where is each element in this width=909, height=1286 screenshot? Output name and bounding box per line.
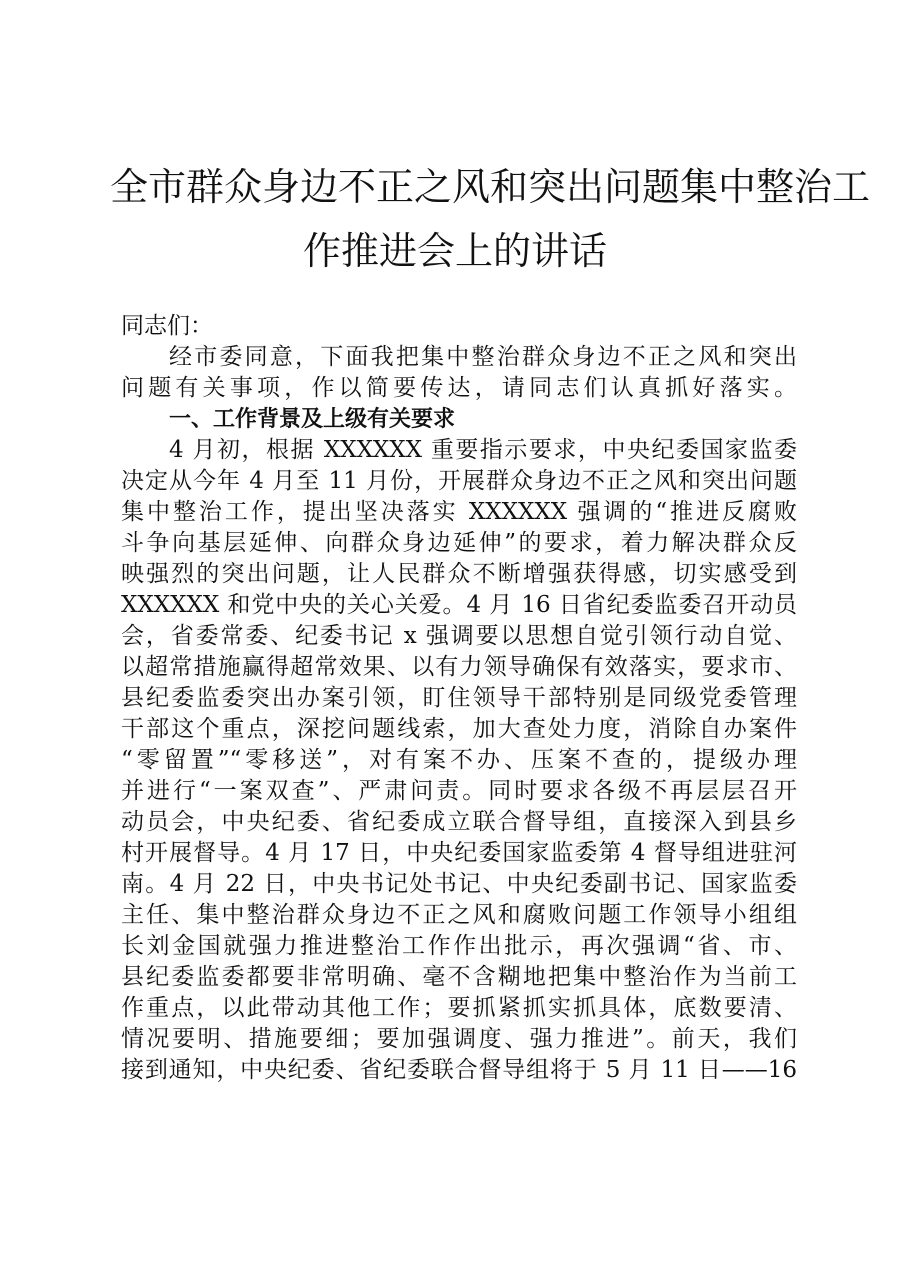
paragraph-line: 决定从今年 4 月至 11 月份，开展群众身边不正之风和突出问题 <box>121 468 797 494</box>
document-body <box>121 311 797 1086</box>
paragraph-line: 斗争向基层延伸、向群众身边延伸”的要求，着力解决群众反 <box>121 530 797 556</box>
document-title <box>110 155 871 283</box>
intro-line: 经市委同意，下面我把集中整治群众身边不正之风和突出 <box>169 344 797 370</box>
paragraph-line: 并进行“一案双查”、严肃问责。同时要求各级不再层层召开 <box>121 778 797 804</box>
salutation: 同志们： <box>121 313 213 339</box>
paragraph-line: 村开展督导。4 月 17 日，中央纪委国家监委第 4 督导组进驻河 <box>121 840 797 866</box>
title-line: 作推进会上的讲话 <box>302 229 607 273</box>
section-heading: 一、工作背景及上级有关要求 <box>169 407 456 432</box>
paragraph-line: 接到通知，中央纪委、省纪委联合督导组将于 5 月 11 日——16 <box>121 1057 797 1083</box>
paragraph-line: 主任、集中整治群众身边不正之风和腐败问题工作领导小组组 <box>121 902 797 928</box>
paragraph-line: 以超常措施赢得超常效果、以有力领导确保有效落实，要求市、 <box>121 654 797 680</box>
intro-line: 问题有关事项，作以简要传达，请同志们认真抓好落实。 <box>121 375 797 401</box>
paragraph-line: 干部这个重点，深挖问题线索，加大查处力度，消除自办案件 <box>121 716 797 742</box>
paragraph-line: “零留置”“零移送”，对有案不办、压案不查的，提级办理 <box>121 747 797 773</box>
paragraph-line: 映强烈的突出问题，让人民群众不断增强获得感，切实感受到 <box>121 561 797 587</box>
paragraph-line: 南。4 月 22 日，中央书记处书记、中央纪委副书记、国家监委 <box>121 871 797 897</box>
paragraph-line: 作重点，以此带动其他工作；要抓紧抓实抓具体，底数要清、 <box>121 995 797 1021</box>
paragraph-line: 长刘金国就强力推进整治工作作出批示，再次强调“省、市、 <box>121 933 797 959</box>
paragraph-line: 情况要明、措施要细；要加强调度、强力推进”。前天，我们 <box>121 1026 797 1052</box>
paragraph-line: 县纪委监委都要非常明确、毫不含糊地把集中整治作为当前工 <box>121 964 797 990</box>
paragraph-line: XXXXXX 和党中央的关心关爱。4 月 16 日省纪委监委召开动员 <box>121 592 797 618</box>
paragraph-line: 会，省委常委、纪委书记 x 强调要以思想自觉引领行动自觉、 <box>121 623 797 649</box>
paragraph-line: 动员会，中央纪委、省纪委成立联合督导组，直接深入到县乡 <box>121 809 797 835</box>
paragraph-line: 集中整治工作，提出坚决落实 XXXXXX 强调的“推进反腐败 <box>121 499 797 525</box>
title-line: 全市群众身边不正之风和突出问题集中整治工 <box>110 165 871 209</box>
paragraph-line: 县纪委监委突出办案引领，盯住领导干部特别是同级党委管理 <box>121 685 797 711</box>
paragraph-line: 4 月初，根据 XXXXXX 重要指示要求，中央纪委国家监委 <box>169 437 797 463</box>
